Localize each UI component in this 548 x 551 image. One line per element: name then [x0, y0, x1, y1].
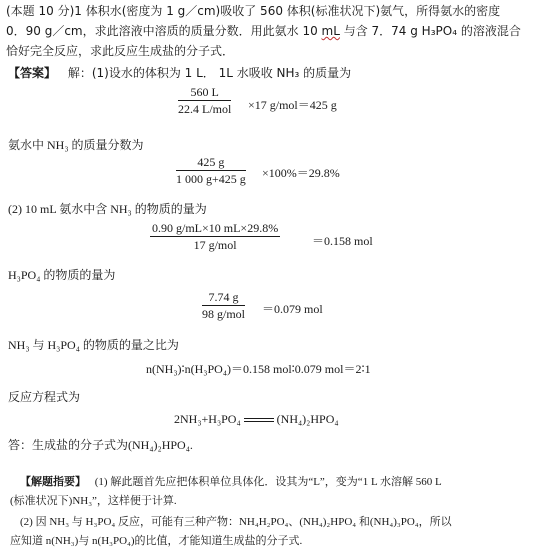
formula-3-result: ＝0.158 mol	[312, 234, 373, 248]
reaction-reactants: 2NH₃+H₃PO₄	[174, 412, 241, 426]
question-line-1	[6, 2, 500, 19]
formula-4-fraction	[202, 291, 245, 321]
answer-conclusion: 答：生成盐的分子式为(NH₄)₂HPO₄.	[8, 438, 193, 452]
formula-4-numerator: 7.74 g	[202, 291, 245, 306]
answer-intro: 解：(1)设水的体积为 1 L． 1L 水吸收 NH₃ 的质量为	[67, 66, 352, 80]
guide-line-3: (2) 因 NH₃ 与 H₃PO₄ 反应，可能有三种产物：NH₄H₂PO₄、(NH₄)₂HPO₄ 和(NH₄)₃PO₄，所以	[20, 516, 452, 528]
formula-3-numerator: 0.90 g/mL×10 mL×29.8%	[152, 221, 279, 235]
formula-1-result: ×17 g/mol＝425 g	[248, 98, 337, 112]
equals-sign-icon	[244, 416, 274, 424]
formula-4-denominator: 98 g/mol	[202, 307, 246, 321]
guide-line-4: 应知道 n(NH₃)与 n(H₃PO₄)的比值，才能知道生成盐的分子式.	[10, 535, 303, 547]
formula-1-fraction	[178, 86, 231, 116]
answer-label: 【答案】	[8, 66, 57, 80]
formula-2-numerator: 425 g	[176, 156, 246, 171]
guide-point-1a: (1) 解此题首先应把体积单位具体化．设其为“L”，变为“1 L 水溶解 560 L	[94, 476, 442, 488]
step-3-text: (2) 10 mL 氨水中含 NH₃ 的物质的量为	[8, 202, 207, 216]
guide-line-1	[20, 473, 442, 489]
formula-1-denominator: 22.4 L/mol	[178, 102, 232, 116]
guide-label: 【解题指要】	[20, 476, 86, 488]
step-4-text: H₃PO₄ 的物质的量为	[8, 268, 116, 282]
formula-1-numerator: 560 L	[178, 86, 231, 101]
formula-3-fraction	[150, 222, 280, 252]
step-6-text: 反应方程式为	[8, 390, 81, 404]
reaction-product: (NH₄)₂HPO₄	[276, 412, 339, 426]
formula-4-result: ＝0.079 mol	[262, 302, 323, 316]
step-5-text: NH₃ 与 H₃PO₄ 的物质的量之比为	[8, 338, 179, 352]
question-line-2	[6, 22, 521, 39]
question-text-1: (本题 10 分)1 体积水(密度为 1 g／cm)吸收了 560 体积(标准状况下)氨气，所得氨水的密度	[6, 4, 501, 18]
spellcheck-unit: mL	[321, 24, 340, 38]
question-text-2b: 与含 7．74 g H₃PO₄ 的溶液混合	[339, 24, 521, 38]
question-line-3	[6, 42, 234, 59]
answer-line	[8, 64, 351, 81]
guide-line-2: (标准状况下)NH₃”，这样便于计算.	[10, 495, 177, 507]
formula-2-denominator: 1 000 g+425 g	[176, 172, 246, 186]
question-text-2a: 0．90 g／cm，求此溶液中溶质的质量分数．用此氨水 10	[6, 24, 322, 38]
step-2-text: 氨水中 NH₃ 的质量分数为	[8, 138, 144, 152]
ratio-equation: n(NH₃)∶n(H₃PO₄)＝0.158 mol∶0.079 mol＝2∶1	[146, 362, 371, 376]
formula-2-fraction	[176, 156, 246, 186]
formula-3-denominator: 17 g/mol	[193, 238, 237, 252]
formula-2-result: ×100%＝29.8%	[262, 166, 340, 180]
reaction-equation	[174, 412, 339, 427]
question-text-3: 恰好完全反应，求此反应生成盐的分子式．	[6, 44, 235, 58]
